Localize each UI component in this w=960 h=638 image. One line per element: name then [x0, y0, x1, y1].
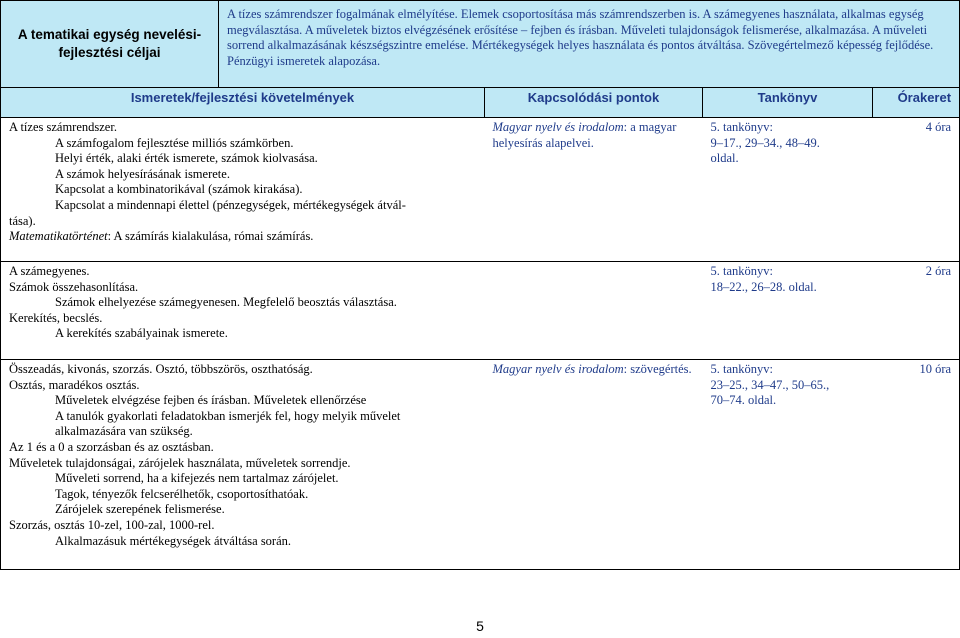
topic-row	[1, 262, 960, 360]
links-subject: Magyar nyelv és irodalom	[492, 120, 624, 134]
textbook-pages: 9–17., 29–34., 48–49. oldal.	[710, 135, 820, 166]
requirement-text: Összeadás, kivonás, szorzás. Osztó, többszörös, oszthatóság.	[9, 362, 313, 376]
topic-links	[485, 118, 703, 262]
requirement-line	[9, 198, 477, 214]
requirement-line	[9, 456, 477, 472]
goals-heading: A tematikai egység nevelési-fejlesztési céljai	[1, 1, 219, 88]
requirement-text: A számegyenes.	[9, 264, 90, 278]
topic-row	[1, 118, 960, 262]
textbook-title: 5. tankönyv:	[710, 362, 773, 376]
requirement-text: Számok összehasonlítása.	[9, 279, 139, 294]
requirement-text: tása).	[9, 213, 36, 228]
topic-lines	[9, 120, 477, 245]
requirement-line	[9, 362, 477, 378]
requirement-line	[9, 393, 477, 409]
requirement-text: Alkalmazásuk mértékegységek átváltása során.	[55, 533, 292, 548]
requirement-line	[9, 229, 477, 245]
requirement-line	[9, 280, 477, 296]
requirement-text: Osztás, maradékos osztás.	[9, 377, 140, 392]
requirement-text: : A számírás kialakulása, római számírás.	[107, 229, 314, 244]
requirement-text: Szorzás, osztás 10-zel, 100-zal, 1000-rel.	[9, 517, 215, 532]
header-requirements: Ismeretek/fejlesztési követelmények	[1, 88, 485, 118]
textbook-title: 5. tankönyv:	[710, 264, 773, 278]
requirement-text: A számok helyesírásának ismerete.	[55, 166, 230, 181]
topic-links	[485, 360, 703, 570]
requirement-text: A tanulók gyakorlati feladatokban ismerjék fel, hogy melyik művelet	[55, 408, 401, 423]
requirement-line	[9, 487, 477, 503]
topic-lines	[9, 362, 477, 549]
topic-lines	[9, 264, 477, 342]
requirement-line	[9, 120, 477, 136]
requirement-line	[9, 326, 477, 342]
topic-links	[485, 262, 703, 360]
requirement-line	[9, 151, 477, 167]
requirement-line	[9, 471, 477, 487]
requirement-text: A kerekítés szabályainak ismerete.	[55, 326, 228, 341]
requirement-line	[9, 182, 477, 198]
topic-hours: 4 óra	[873, 118, 960, 262]
requirement-line	[9, 136, 477, 152]
column-header-row	[1, 88, 960, 118]
requirement-line	[9, 424, 477, 440]
requirement-text: Kapcsolat a kombinatorikával (számok kirakása).	[55, 182, 303, 197]
goals-text: A tízes számrendszer fogalmának elmélyítése. Elemek csoportosítása más számrendszerben is. A számegyenes használata, alkalmas egység megválasztása. A műveletek biztos elvégzésének erősítése – fejben és írásban. Műveleti tulajdonságok felismerése, alkalmazása. A műveleti sorrend alkalmazásának készségszintre emelése. Mértékegységek helyes használata és pontos átváltása. Szövegértelmező képesség fejlődése. Pénzügyi ismeretek alapozása.	[219, 1, 960, 88]
topic-requirements	[1, 360, 485, 570]
topic-textbook	[703, 360, 873, 570]
requirement-text: Kapcsolat a mindennapi élettel (pénzegységek, mértékegységek átvál-	[55, 197, 406, 212]
links-text: : szövegértés.	[623, 362, 692, 376]
links-subject: Magyar nyelv és irodalom	[492, 362, 624, 376]
requirement-text: Műveletek tulajdonságai, zárójelek használata, műveletek sorrendje.	[9, 455, 351, 470]
requirement-text: A tízes számrendszer.	[9, 120, 117, 134]
requirement-text: A számfogalom fejlesztése milliós számkörben.	[55, 135, 294, 150]
requirement-text: Műveletek elvégzése fejben és írásban. Műveletek ellenőrzése	[55, 393, 367, 408]
goals-row	[1, 1, 960, 88]
topic-requirements	[1, 118, 485, 262]
links-text: : a magyar helyesírás alapelvei.	[492, 120, 677, 150]
requirement-line	[9, 440, 477, 456]
header-links: Kapcsolódási pontok	[485, 88, 703, 118]
requirement-text: Műveleti sorrend, ha a kifejezés nem tartalmaz zárójelet.	[55, 471, 339, 486]
header-textbook: Tankönyv	[703, 88, 873, 118]
requirement-line	[9, 534, 477, 550]
topic-row	[1, 360, 960, 570]
textbook-pages: 18–22., 26–28. oldal.	[710, 279, 817, 294]
topic-textbook	[703, 118, 873, 262]
requirement-line	[9, 378, 477, 394]
page-number: 5	[476, 618, 484, 634]
requirement-italic: Matematikatörténet	[9, 229, 108, 244]
requirement-text: Kerekítés, becslés.	[9, 310, 103, 325]
requirement-line	[9, 214, 477, 230]
requirement-line	[9, 167, 477, 183]
textbook-pages: 23–25., 34–47., 50–65., 70–74. oldal.	[710, 377, 830, 408]
topic-requirements	[1, 262, 485, 360]
header-hours: Órakeret	[873, 88, 960, 118]
requirement-text: Az 1 és a 0 a szorzásban és az osztásban.	[9, 439, 214, 454]
topic-hours: 2 óra	[873, 262, 960, 360]
requirement-text: Tagok, tényezők felcserélhetők, csoportosíthatóak.	[55, 486, 309, 501]
requirement-line	[9, 502, 477, 518]
requirement-text: Zárójelek szerepének felismerése.	[55, 502, 225, 517]
requirement-line	[9, 518, 477, 534]
requirement-text: Számok elhelyezése számegyenesen. Megfelelő beosztás választása.	[55, 295, 397, 310]
topic-hours: 10 óra	[873, 360, 960, 570]
requirement-text: alkalmazására van szükség.	[55, 424, 193, 439]
requirement-line	[9, 295, 477, 311]
topic-textbook	[703, 262, 873, 360]
textbook-title: 5. tankönyv:	[710, 120, 773, 134]
requirement-line	[9, 311, 477, 327]
requirement-line	[9, 264, 477, 280]
requirement-text: Helyi érték, alaki érték ismerete, számok kiolvasása.	[55, 151, 318, 166]
requirement-line	[9, 409, 477, 425]
